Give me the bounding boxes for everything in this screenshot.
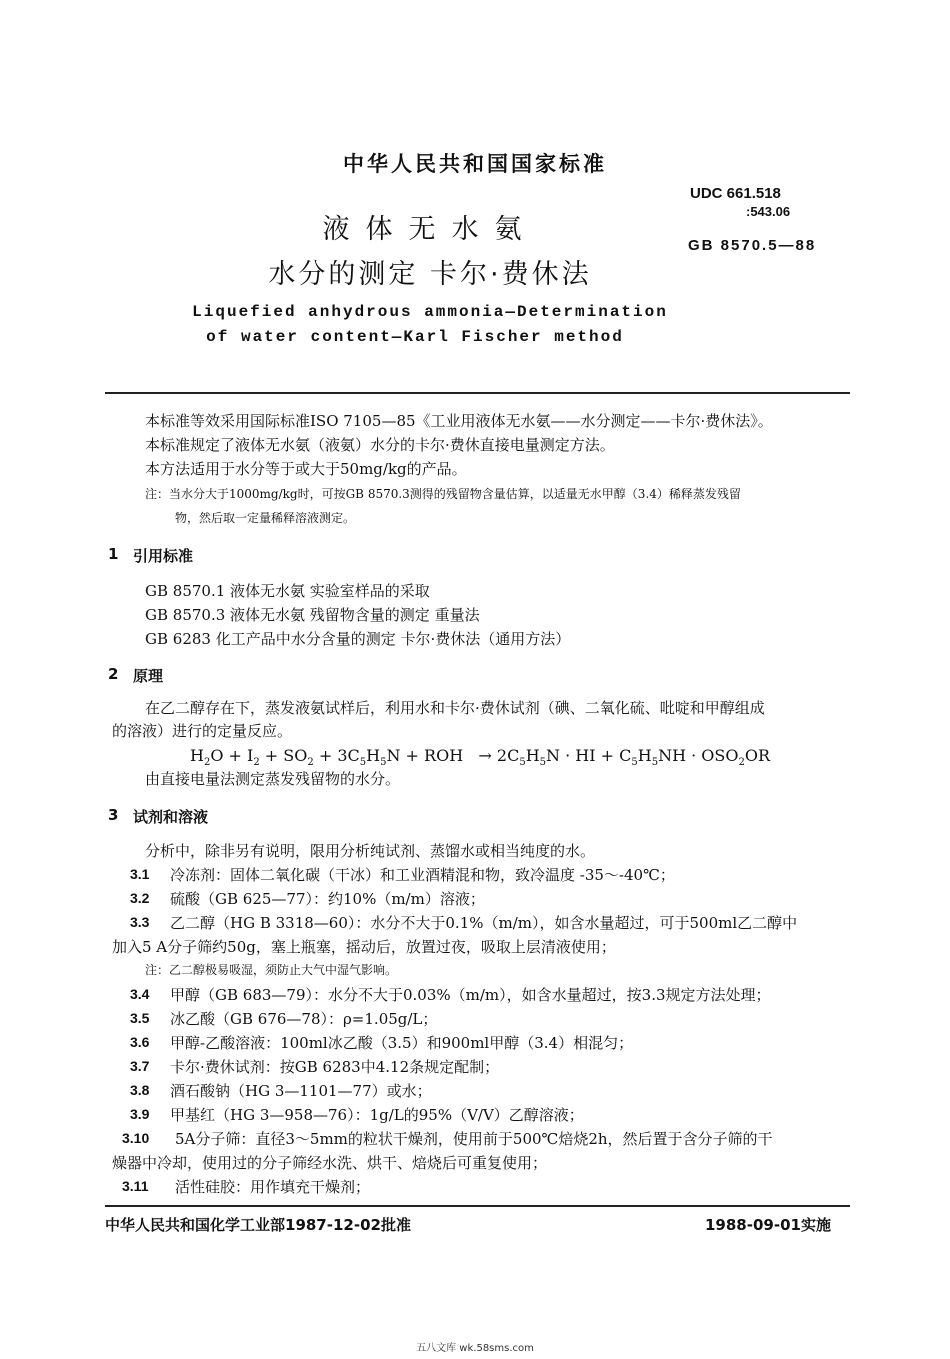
udc-code-suffix: :543.06: [746, 204, 791, 219]
section-title: 原理: [133, 667, 164, 685]
implementation-date: 1988-09-01实施: [705, 1216, 831, 1234]
item-number: 3.4: [130, 986, 150, 1002]
reagent-item-cont: 燥器中冷却，使用过的分子筛经水洗、烘干、焙烧后可重复使用；: [112, 1154, 548, 1172]
national-standard-label: 中华人民共和国国家标准: [343, 152, 607, 176]
item-number: 3.3: [130, 914, 150, 930]
principle-paragraph: 由直接电量法测定蒸发残留物的水分。: [145, 770, 401, 788]
principle-paragraph: 在乙二醇存在下，蒸发液氨试样后，利用水和卡尔·费休试剂（碘、二氧化硫、吡啶和甲醇组成: [145, 699, 765, 717]
section-number: 3: [108, 806, 119, 824]
item-number: 3.5: [130, 1010, 150, 1026]
equation-text: $H_2O + I_2 + SO_2 + 3C_5H_5N$ + ROH → $2C_5H_5N$ · HI + $C_5H_5NH \cdot OSO_2OR$: [190, 746, 771, 769]
intro-paragraph: 本标准规定了液体无水氨（液氨）水分的卡尔·费休直接电量测定方法。: [145, 436, 615, 454]
principle-paragraph: 的溶液）进行的定量反应。: [112, 722, 293, 740]
reagent-item: 甲醇-乙酸溶液：100ml冰乙酸（3.5）和900ml甲醇（3.4）相混匀；: [170, 1034, 634, 1052]
title-en-line1: Liquefied anhydrous ammonia—Determination: [192, 303, 668, 321]
intro-note: 注：当水分大于1000mg/kg时，可按GB 8570.3测得的残留物含量估算，以适量无水甲醇（3.4）稀释蒸发残留: [145, 487, 741, 501]
item-number: 3.2: [130, 890, 150, 906]
title-en-line2: of water content—Karl Fischer method: [206, 328, 624, 346]
item-number: 3.9: [130, 1106, 150, 1122]
reagent-item-cont: 加入5 A分子筛约50g，塞上瓶塞，摇动后，放置过夜，吸取上层清液使用；: [112, 938, 616, 956]
item-number: 3.8: [130, 1082, 150, 1098]
item-number: 3.1: [130, 866, 150, 882]
reagent-item: 乙二醇（HG B 3318—60）：水分不大于0.1%（m/m），如含水量超过，可于500ml乙二醇中: [170, 914, 798, 932]
reagent-item: 5A分子筛：直径3～5mm的粒状干燥剂，使用前于500℃焙烧2h，然后置于含分子筛的干: [175, 1130, 773, 1148]
intro-note: 物，然后取一定量稀释溶液测定。: [175, 511, 356, 525]
gb-number: GB 8570.5—88: [688, 237, 817, 254]
reference-item: GB 8570.1 液体无水氨 实验室样品的采取: [145, 582, 430, 600]
reference-item: GB 8570.3 液体无水氨 残留物含量的测定 重量法: [145, 606, 480, 624]
reagent-item: 硫酸（GB 625—77）：约10%（m/m）溶液；: [170, 890, 485, 908]
section-intro: 分析中，除非另有说明，限用分析纯试剂、蒸馏水或相当纯度的水。: [145, 842, 596, 860]
udc-code: UDC 661.518: [690, 185, 781, 202]
reference-item: GB 6283 化工产品中水分含量的测定 卡尔·费休法（通用方法）: [145, 630, 571, 648]
reagent-item: 冰乙酸（GB 676—78）：ρ=1.05g/L；: [170, 1010, 438, 1028]
reagent-item: 卡尔·费休试剂：按GB 6283中4.12条规定配制；: [170, 1058, 500, 1076]
approval-line: 中华人民共和国化学工业部1987-12-02批准: [105, 1216, 411, 1234]
item-number: 3.7: [130, 1058, 150, 1074]
reagent-item: 甲基红（HG 3—958—76）：1g/L的95%（V/V）乙醇溶液；: [170, 1106, 584, 1124]
reagent-item: 酒石酸钠（HG 3—1101—77）或水；: [170, 1082, 432, 1100]
section-title: 引用标准: [133, 547, 194, 565]
header-divider: [105, 392, 850, 394]
item-number: 3.10: [122, 1130, 150, 1146]
item-number: 3.11: [122, 1178, 149, 1194]
intro-paragraph: 本标准等效采用国际标准ISO 7105—85《工业用液体无水氨——水分测定——卡尔·费休法》。: [145, 412, 773, 430]
reagent-item: 冷冻剂：固体二氧化碳（干冰）和工业酒精混和物，致冷温度 -35～-40℃；: [170, 866, 675, 884]
footer-divider: [105, 1205, 850, 1207]
section-number: 2: [108, 665, 119, 683]
reagent-note: 注：乙二醇极易吸湿，须防止大气中湿气影响。: [145, 963, 398, 977]
title-cn-line2: 水分的测定 卡尔·费休法: [268, 259, 592, 290]
watermark: 五八文库 wk.58sms.com: [416, 1343, 534, 1354]
title-cn-line1: 液体无水氨: [322, 214, 538, 245]
reagent-item: 甲醇（GB 683—79）：水分不大于0.03%（m/m），如含水量超过，按3.3规定方法处理；: [170, 986, 771, 1004]
section-title: 试剂和溶液: [133, 808, 209, 826]
reagent-item: 活性硅胶：用作填充干燥剂；: [175, 1178, 371, 1196]
section-number: 1: [108, 545, 119, 563]
intro-paragraph: 本方法适用于水分等于或大于50mg/kg的产品。: [145, 460, 467, 478]
item-number: 3.6: [130, 1034, 150, 1050]
